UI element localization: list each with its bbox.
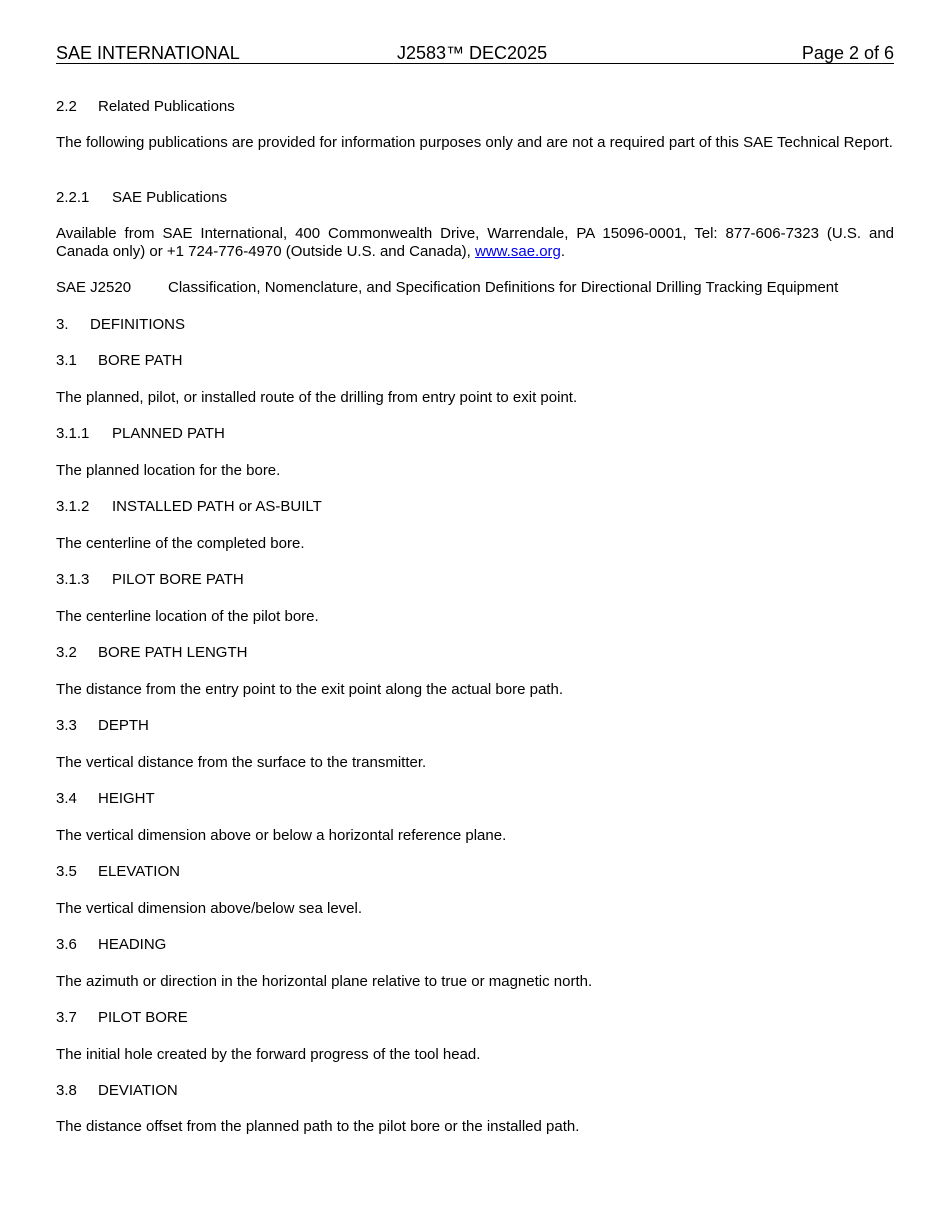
definition-term: BORE PATH (98, 352, 183, 369)
definition-heading (56, 352, 894, 370)
definition-heading (56, 644, 894, 662)
section-title: Related Publications (98, 98, 235, 115)
definition-term: PLANNED PATH (112, 425, 225, 442)
definition-term: INSTALLED PATH or AS-BUILT (112, 498, 322, 515)
header-doc-id: J2583™ DEC2025 (397, 43, 548, 63)
header-page-number: Page 2 of 6 (801, 43, 894, 63)
definition-text: The vertical dimension above or below a horizontal reference plane. (56, 827, 507, 844)
definition-number: 3.1.1 (56, 425, 90, 442)
section-heading-3 (56, 316, 894, 334)
section-title: SAE Publications (112, 189, 228, 206)
definition-term: PILOT BORE (98, 1009, 188, 1026)
definition-heading (56, 1082, 894, 1100)
section-title: DEFINITIONS (90, 316, 186, 333)
definition-term: PILOT BORE PATH (112, 571, 244, 588)
definition-number: 3.8 (56, 1082, 77, 1099)
section-number: 3. (56, 316, 69, 333)
definition-number: 3.7 (56, 1009, 77, 1026)
definition-term: DEPTH (98, 717, 149, 734)
paragraph-text: Available from SAE International, 400 Commonwealth Drive, Warrendale, PA 15096-0001, Tel: 877-606-7323 (U.S. and Canada only) or +1 724-776-4970 (Outside U.S. and Canada), (56, 225, 894, 260)
section-heading-2-2-1 (56, 189, 894, 207)
definition-number: 3.1.2 (56, 498, 90, 515)
definition-text: The distance offset from the planned path to the pilot bore or the installed path. (56, 1118, 580, 1135)
definition-heading (56, 863, 894, 881)
reference-code: SAE J2520 (56, 279, 132, 296)
definition-heading (56, 1009, 894, 1027)
definition-term: BORE PATH LENGTH (98, 644, 248, 661)
definition-text: The planned location for the bore. (56, 462, 281, 479)
definition-term: HEADING (98, 936, 167, 953)
page-header (56, 43, 894, 64)
definition-heading (56, 717, 894, 735)
definition-number: 3.5 (56, 863, 77, 880)
definition-number: 3.4 (56, 790, 77, 807)
definition-heading (56, 571, 894, 589)
definition-heading (56, 498, 894, 516)
definition-text: The vertical distance from the surface to the transmitter. (56, 754, 427, 771)
definition-text: The centerline location of the pilot bore. (56, 608, 319, 625)
definition-term: HEIGHT (98, 790, 155, 807)
paragraph-end: . (560, 243, 566, 260)
definition-text: The planned, pilot, or installed route of the drilling from entry point to exit point. (56, 389, 578, 406)
section-number: 2.2.1 (56, 189, 90, 206)
section-number: 2.2 (56, 98, 77, 115)
definition-text: The distance from the entry point to the exit point along the actual bore path. (56, 681, 563, 698)
header-org: SAE INTERNATIONAL (56, 43, 240, 63)
definition-heading (56, 936, 894, 954)
definition-text: The azimuth or direction in the horizontal plane relative to true or magnetic north. (56, 973, 593, 990)
definition-number: 3.1 (56, 352, 77, 369)
definition-term: ELEVATION (98, 863, 180, 880)
definition-heading (56, 790, 894, 808)
definition-number: 3.3 (56, 717, 77, 734)
definition-term: DEVIATION (98, 1082, 178, 1099)
definition-text: The initial hole created by the forward progress of the tool head. (56, 1046, 481, 1063)
sae-website-link[interactable]: www.sae.org (475, 243, 561, 260)
definition-number: 3.6 (56, 936, 77, 953)
definition-text: The centerline of the completed bore. (56, 535, 305, 552)
definition-number: 3.2 (56, 644, 77, 661)
definition-text: The vertical dimension above/below sea level. (56, 900, 362, 917)
definition-heading (56, 425, 894, 443)
reference-entry (56, 279, 894, 297)
section-paragraph-2-2-1 (56, 225, 894, 261)
section-paragraph-2-2: The following publications are provided for information purposes only and are not a required part of this SAE Technical Report. (56, 134, 893, 151)
definition-number: 3.1.3 (56, 571, 90, 588)
reference-title: Classification, Nomenclature, and Specification Definitions for Directional Drilling Tracking Equipment (168, 279, 839, 296)
section-heading-2-2 (56, 98, 894, 116)
